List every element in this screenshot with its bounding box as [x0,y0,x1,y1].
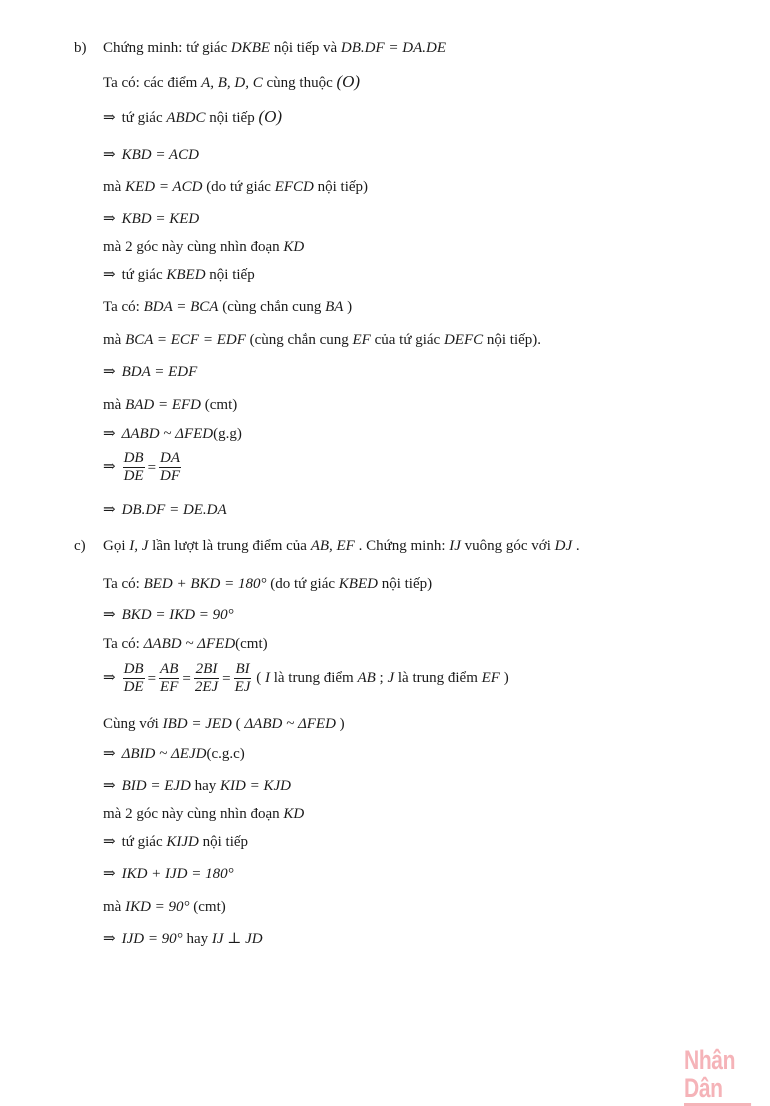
proof-line: mà 2 góc này cùng nhìn đoạn KD [103,806,305,822]
part-b-heading: b) Chứng minh: tứ giác DKBE nội tiếp và DB.DF = DA.DE [74,40,447,56]
implies-icon: ⇒ [103,110,116,126]
proof-line: mà KED = ACD (do tứ giác EFCD nội tiếp) [103,179,369,195]
proof-line: ⇒ BID = EJD hay KID = KJD [103,778,291,794]
fraction: $\frac{DA}{DF}$ [160,450,181,485]
implies-icon: ⇒ [103,607,116,623]
proof-line: ⇒ ΔABD ~ ΔFED(g.g) [103,426,242,442]
proof-line: Ta có: BDA = BCA (cùng chắn cung BA ) [103,299,353,315]
fraction: $\frac{DB}{DE}$ [123,661,144,696]
proof-line: ⇒ BKD = IKD = 90° [103,607,234,623]
nhan-dan-watermark-logo: Nhân Dân [684,1046,751,1102]
proof-line: ⇒ KBD = KED [103,211,200,227]
implies-icon: ⇒ [103,931,116,947]
part-b-label: b) [74,40,87,56]
implies-icon: ⇒ [103,211,116,227]
proof-line: Ta có: các điểm A, B, D, C cùng thuộc (O) [103,72,361,91]
fraction-line: ⇒ $\frac{DB}{DE}$ = $\frac{DA}{DF}$ [103,450,181,485]
proof-line: mà IKD = 90° (cmt) [103,899,226,915]
proof-line: ⇒ tứ giác KIJD nội tiếp [103,834,249,850]
part-c-heading: c) Gọi I, J lần lượt là trung điểm của AB, EF . Chứng minh: IJ vuông góc với DJ . [74,538,580,554]
proof-line: mà 2 góc này cùng nhìn đoạn KD [103,239,305,255]
implies-icon: ⇒ [103,834,116,850]
proof-line: mà BAD = EFD (cmt) [103,397,238,413]
implies-icon: ⇒ [103,364,116,380]
proof-line: ⇒ KBD = ACD [103,147,199,163]
fraction: $\frac{BI}{EJ}$ [234,661,251,696]
implies-icon: ⇒ [103,502,116,518]
proof-line: ⇒ DB.DF = DE.DA [103,502,227,518]
proof-line: mà BCA = ECF = EDF (cùng chắn cung EF của tứ giác DEFC nội tiếp). [103,332,542,348]
implies-icon: ⇒ [103,746,116,762]
fraction: $\frac{AB}{EF}$ [160,661,179,696]
proof-line: ⇒ ΔBID ~ ΔEJD(c.g.c) [103,746,245,762]
implies-icon: ⇒ [103,778,116,794]
implies-icon: ⇒ [103,147,116,163]
implies-icon: ⇒ [103,670,116,686]
fraction: $\frac{DB}{DE}$ [123,450,144,485]
part-c-label: c) [74,538,86,554]
proof-line: Ta có: BED + BKD = 180° (do tứ giác KBED nội tiếp) [103,576,433,592]
proof-line: ⇒ IKD + IJD = 180° [103,866,234,882]
proof-line: Ta có: ΔABD ~ ΔFED(cmt) [103,636,268,652]
implies-icon: ⇒ [103,267,116,283]
proof-line: Cùng với IBD = JED ( ΔABD ~ ΔFED ) [103,716,345,732]
implies-icon: ⇒ [103,866,116,882]
proof-line: ⇒ tứ giác ABDC nội tiếp (O) [103,107,283,126]
fraction-line: ⇒ $\frac{DB}{DE}$ = $\frac{AB}{EF}$ = $\frac{2BI}{2EJ}$ = $\frac{BI}{EJ}$ ( I là trung điểm AB ; J là trung điểm EF ) [103,661,509,696]
implies-icon: ⇒ [103,426,116,442]
implies-icon: ⇒ [103,459,116,475]
fraction: $\frac{2BI}{2EJ}$ [194,661,219,696]
proof-line: ⇒ IJD = 90° hay IJ ⊥ JD [103,931,263,947]
proof-line: ⇒ BDA = EDF [103,364,198,380]
proof-line: ⇒ tứ giác KBED nội tiếp [103,267,255,283]
